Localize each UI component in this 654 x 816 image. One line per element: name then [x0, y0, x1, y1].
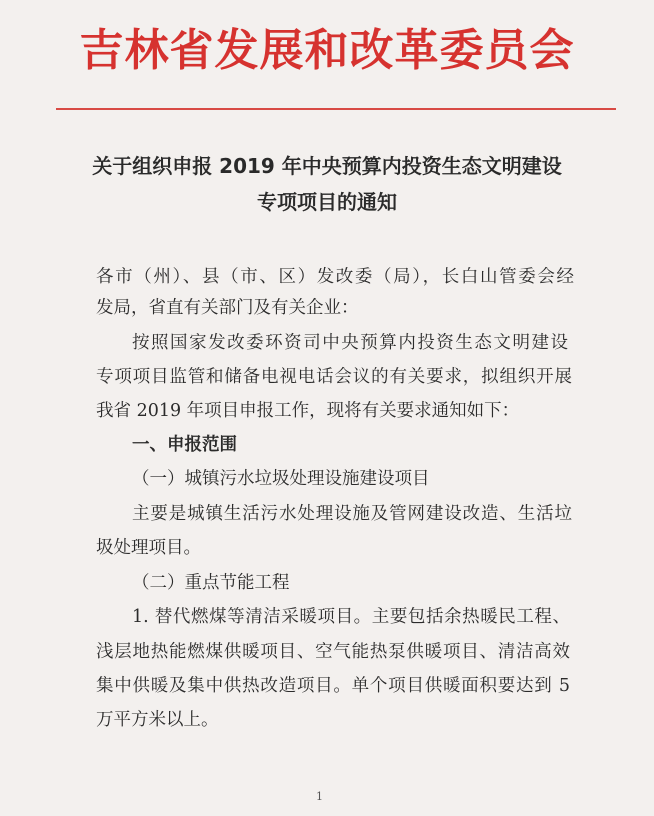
section-heading-1: 一、申报范围 [132, 435, 237, 455]
paragraph-3-line-4: 万平方米以上。 [96, 710, 219, 730]
paragraph-2-line-1: 主要是城镇生活污水处理设施及管网建设改造、生活垃 [132, 504, 572, 524]
paragraph-3-line-1: 1. 替代燃煤等清洁采暖项目。主要包括余热暖民工程、 [132, 607, 570, 627]
address-line-1: 各市（州）、县（市、区）发改委（局），长白山管委会经 [96, 267, 574, 287]
letterhead-title: 吉林省发展和改革委员会 [79, 25, 575, 76]
subsection-heading-1: （一）城镇污水垃圾处理设施建设项目 [132, 469, 430, 489]
paragraph-3-line-2: 浅层地热能燃煤供暖项目、空气能热泵供暖项目、清洁高效 [96, 642, 570, 662]
notice-title-line-1: 关于组织申报 2019 年中央预算内投资生态文明建设 [92, 154, 562, 178]
letterhead-divider [56, 108, 616, 110]
page-number: 1 [316, 790, 323, 803]
address-line-2: 发局，省直有关部门及有关企业： [96, 298, 359, 318]
paragraph-2-line-2: 圾处理项目。 [96, 538, 201, 558]
paragraph-1-line-3: 我省 2019 年项目申报工作，现将有关要求通知如下： [96, 401, 520, 421]
subsection-heading-2: （二）重点节能工程 [132, 573, 290, 593]
paragraph-1-line-1: 按照国家发改委环资司中央预算内投资生态文明建设 [132, 333, 568, 353]
paragraph-1-line-2: 专项项目监管和储备电视电话会议的有关要求，拟组织开展 [96, 367, 572, 387]
paragraph-3-line-3: 集中供暖及集中供热改造项目。单个项目供暖面积要达到 5 [96, 676, 570, 696]
notice-title-line-2: 专项项目的通知 [257, 190, 397, 214]
